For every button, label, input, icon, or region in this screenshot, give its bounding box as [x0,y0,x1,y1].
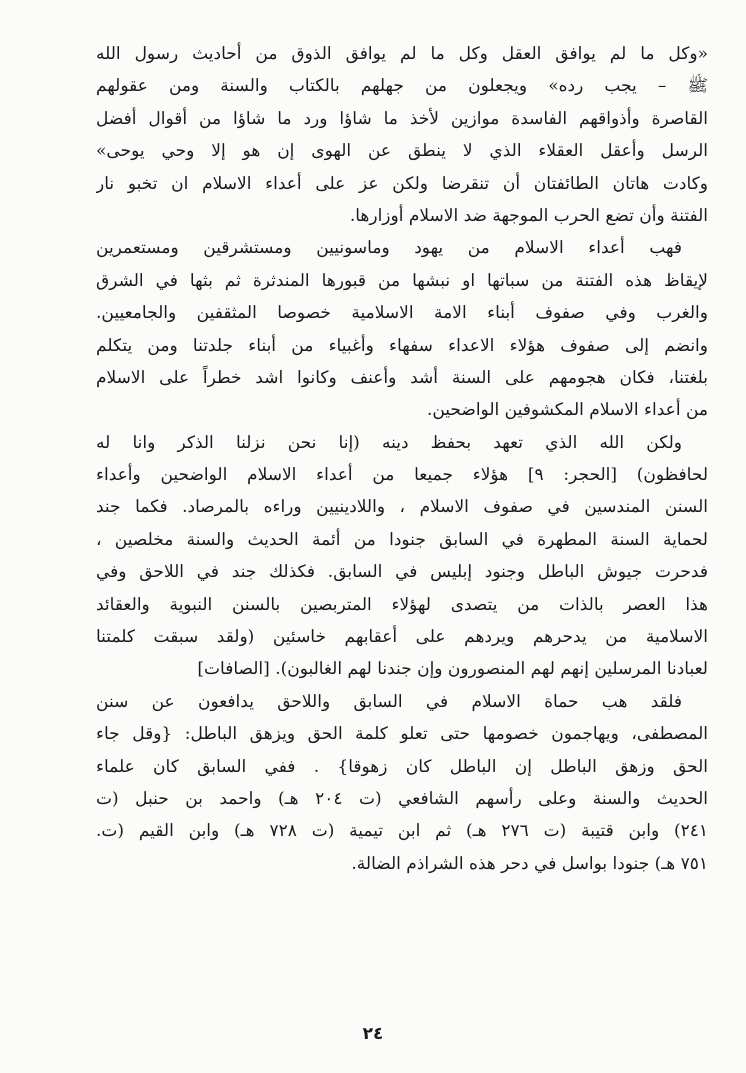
text-line: الحديث والسنة وعلى رأسهم الشافعي (ت ٢٠٤ هـ) واحمد بن حنبل (ت [96,788,708,809]
text-line: فهب أعداء الاسلام من يهود وماسونيين ومستشرقين ومستعمرين [96,238,682,259]
text-line: ولكن الله الذي تعهد بحفظ دينه (إنا نحن نزلنا الذكر وانا له [96,432,682,453]
text-line: هذا العصر بالذات من يتصدى لهؤلاء المتربصين بالسنن النبوية والعقائد [96,594,708,615]
text-line: الفتنة وأن تضع الحرب الموجهة ضد الاسلام أوزارها. [349,205,708,226]
text-line: الحق وزهق الباطل إن الباطل كان زهوقا} . ففي السابق كان علماء [96,756,708,777]
text-line: لإيقاظ هذه الفتنة من سباتها او نبشها من قبورها المندثرة ثم بثها في الشرق [96,270,708,291]
text-line: من أعداء الاسلام المكشوفين الواضحين. [426,400,708,421]
text-line: السنن المندسين في صفوف الاسلام ، واللادينيين وراءه بالمرصاد. فكما جند [96,497,708,518]
text-line: القاصرة وأذواقهم الفاسدة موازين لأخذ ما شاؤا ورد ما شاؤا من أقوال أفضل [96,108,708,129]
text-line: لحماية السنة المطهرة في السابق جنودا من أئمة الحديث والسنة مخلصين ، [96,529,708,550]
text-line: ٢٤١) وابن قتيبة (ت ٢٧٦ هـ) ثم ابن تيمية (ت ٧٢٨ هـ) وابن القيم (ت. [96,821,708,842]
text-line: لحافظون) [الحجر: ٩] هؤلاء جميعا من أعداء الاسلام الواضحين وأعداء [96,465,708,486]
text-line: بلغتنا، فكان هجومهم على السنة أشد وأعنف وكانوا اشد خطراً على الاسلام [96,367,708,388]
text-line: ٧٥١ هـ) جنودا بواسل في دحر هذه الشراذم الضالة. [351,853,708,874]
text-line: وانضم إلى صفوف هؤلاء الاعداء سفهاء وأغبياء من أبناء جلدتنا ومن يتكلم [96,335,708,356]
text-line: الرسل وأعقل العقلاء الذي لا ينطق عن الهوى إن هو إلا وحي يوحى» [96,141,708,162]
text-line: الاسلامية من يدحرهم ويردهم على أعقابهم خاسئين (ولقد سبقت كلمتنا [96,627,708,648]
text-line: «وكل ما لم يوافق العقل وكل ما لم يوافق الذوق من أحاديث رسول الله [96,44,708,64]
text-line: المصطفى، ويهاجمون خصومها حتى تعلو كلمة الحق ويزهق الباطل: {وقل جاء [96,724,708,745]
text-line: ﷺ – يجب رده» ويجعلون من جهلهم بالكتاب والسنة ومن عقولهم [96,76,708,97]
text-line: وكادت هاتان الطائفتان أن تنقرضا ولكن عز على أعداء الاسلام ان تخبو نار [96,173,708,194]
text-line: فلقد هب حماة الاسلام في السابق واللاحق يدافعون عن سنن [96,691,682,712]
text-line: فدحرت جيوش الباطل وجنود إبليس في السابق. فكذلك جند في اللاحق وفي [96,562,708,583]
text-line: والغرب وفي صفوف أبناء الامة الاسلامية خصوصا المثقفين والجامعيين. [96,303,708,324]
body-text [96,38,708,880]
page-number: ٢٤ [362,1024,384,1044]
text-line: لعبادنا المرسلين إنهم لهم المنصورون وإن جندنا لهم الغالبون). [الصافات] [197,659,708,680]
